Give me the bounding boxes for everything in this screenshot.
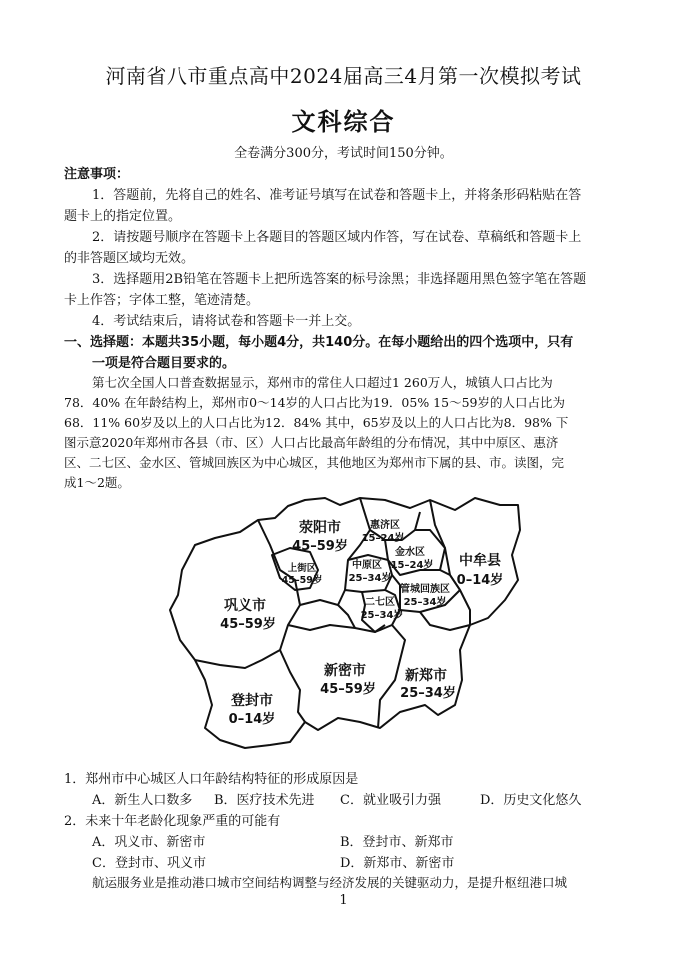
jinshui-age: 15–24岁: [390, 560, 434, 571]
xinmi-name: 新密市: [324, 663, 366, 679]
xingyang-age: 45–59岁: [292, 539, 348, 554]
exam-title: 河南省八市重点高中2024届高三4月第一次模拟考试: [105, 64, 582, 88]
gongyi-name: 巩义市: [224, 598, 266, 614]
question-2-stem: 2．未来十年老龄化现象严重的可能有: [64, 814, 281, 829]
section-1-heading-line-1: 一、选择题：本题共35小题，每小题4分，共140分。在每小题给出的四个选项中，只有: [64, 335, 574, 350]
passage-1-line: 图示意2020年郑州市各县（市、区）人口占比最高年龄组的分布情况，其中中原区、惠济: [64, 435, 559, 450]
passage-1-line: 第七次全国人口普查数据显示，郑州市的常住人口超过1 260万人，城镇人口占比为: [92, 375, 553, 390]
question-1-stem: 1．郑州市中心城区人口年龄结构特征的形成原因是: [64, 772, 359, 787]
passage-1-line: 成1～2题。: [64, 475, 130, 490]
gongyi-dengfeng-boundary: [195, 650, 280, 668]
central-west-edge: [338, 605, 355, 628]
passage-2-line: 航运服务业是推动港口城市空间结构调整与经济发展的关键驱动力，是提升枢纽港口城: [92, 875, 568, 890]
note-1-line-1: 1．答题前，先将自己的姓名、准考证号填写在试卷和答题卡上，并将条形码粘贴在答: [92, 188, 582, 203]
note-2-line-2: 的非答题区域均无效。: [64, 251, 195, 266]
zhongyuan-age: 25–34岁: [348, 573, 392, 584]
zhongyuan-name: 中原区: [352, 560, 382, 571]
erqi-name: 二七区: [365, 597, 395, 608]
question-1-option-b: B．医疗技术先进: [214, 793, 315, 808]
score-time-line: 全卷满分300分，考试时间150分钟。: [234, 146, 453, 161]
huiji-age: 15–24岁: [361, 533, 405, 544]
page-number: 1: [339, 893, 348, 908]
section-1-heading-line-2: 一项是符合题目要求的。: [92, 356, 236, 371]
gongyi-age: 45–59岁: [220, 617, 276, 632]
question-2-option-a: A．巩义市、新密市: [92, 835, 206, 850]
passage-1-line: 68．11% 60岁及以上的人口占比为12．84% 其中，65岁及以上的人口占比为8．98% 下: [64, 415, 569, 430]
question-2-option-b: B．登封市、新郑市: [340, 835, 454, 850]
xinzheng-north-boundary: [420, 612, 470, 630]
note-3-line-1: 3．选择题用2B铅笔在答题卡上把所选答案的标号涂黑；非选择题用黑色签字笔在答题: [92, 272, 587, 287]
xinzheng-age: 25–34岁: [400, 686, 456, 701]
jinshui-name: 金水区: [395, 547, 425, 558]
guancheng-name: 管城回族区: [400, 584, 450, 595]
xingyang-name: 荥阳市: [299, 520, 341, 536]
question-1-option-d: D．历史文化悠久: [480, 793, 582, 808]
note-4: 4．考试结束后，请将试卷和答题卡一并上交。: [92, 314, 361, 329]
question-1-option-a: A．新生人口数多: [92, 793, 193, 808]
guancheng-age: 25–34岁: [403, 597, 447, 608]
note-3-line-2: 卡上作答；字体工整，笔迹清楚。: [64, 293, 260, 308]
xinmi-age: 45–59岁: [320, 682, 376, 697]
notes-heading: 注意事项：: [64, 167, 130, 182]
passage-1-line: 78．40% 在年龄结构上，郑州市0～14岁的人口占比为19．05% 15～59岁的人口占比为: [64, 395, 565, 410]
question-2-option-c: C．登封市、巩义市: [92, 856, 206, 871]
question-1-option-c: C．就业吸引力强: [340, 793, 441, 808]
erqi-age: 25–34岁: [360, 610, 404, 621]
note-1-line-2: 题卡上的指定位置。: [64, 209, 182, 224]
zhongmou-name: 中牟县: [459, 553, 501, 569]
dengfeng-age: 0–14岁: [228, 712, 276, 727]
subject-title: 文科综合: [291, 108, 396, 136]
dengfeng-name: 登封市: [231, 693, 273, 709]
note-2-line-1: 2．请按题号顺序在答题卡上各题目的答题区域内作答，写在试卷、草稿纸和答题卡上: [92, 230, 582, 245]
zhongmou-age: 0–14岁: [456, 573, 504, 588]
xinzheng-name: 新郑市: [405, 668, 447, 684]
passage-1-line: 区、二七区、金水区、管城回族区为中心城区，其他地区为郑州市下属的县、市。读图，完: [64, 455, 565, 470]
question-2-option-d: D．新郑市、新密市: [340, 856, 455, 871]
shangjie-name: 上街区: [287, 563, 317, 574]
dengfeng-xinmi-boundary: [280, 650, 305, 722]
shangjie-age: 45–59岁: [281, 575, 323, 586]
huiji-name: 惠济区: [370, 520, 400, 531]
